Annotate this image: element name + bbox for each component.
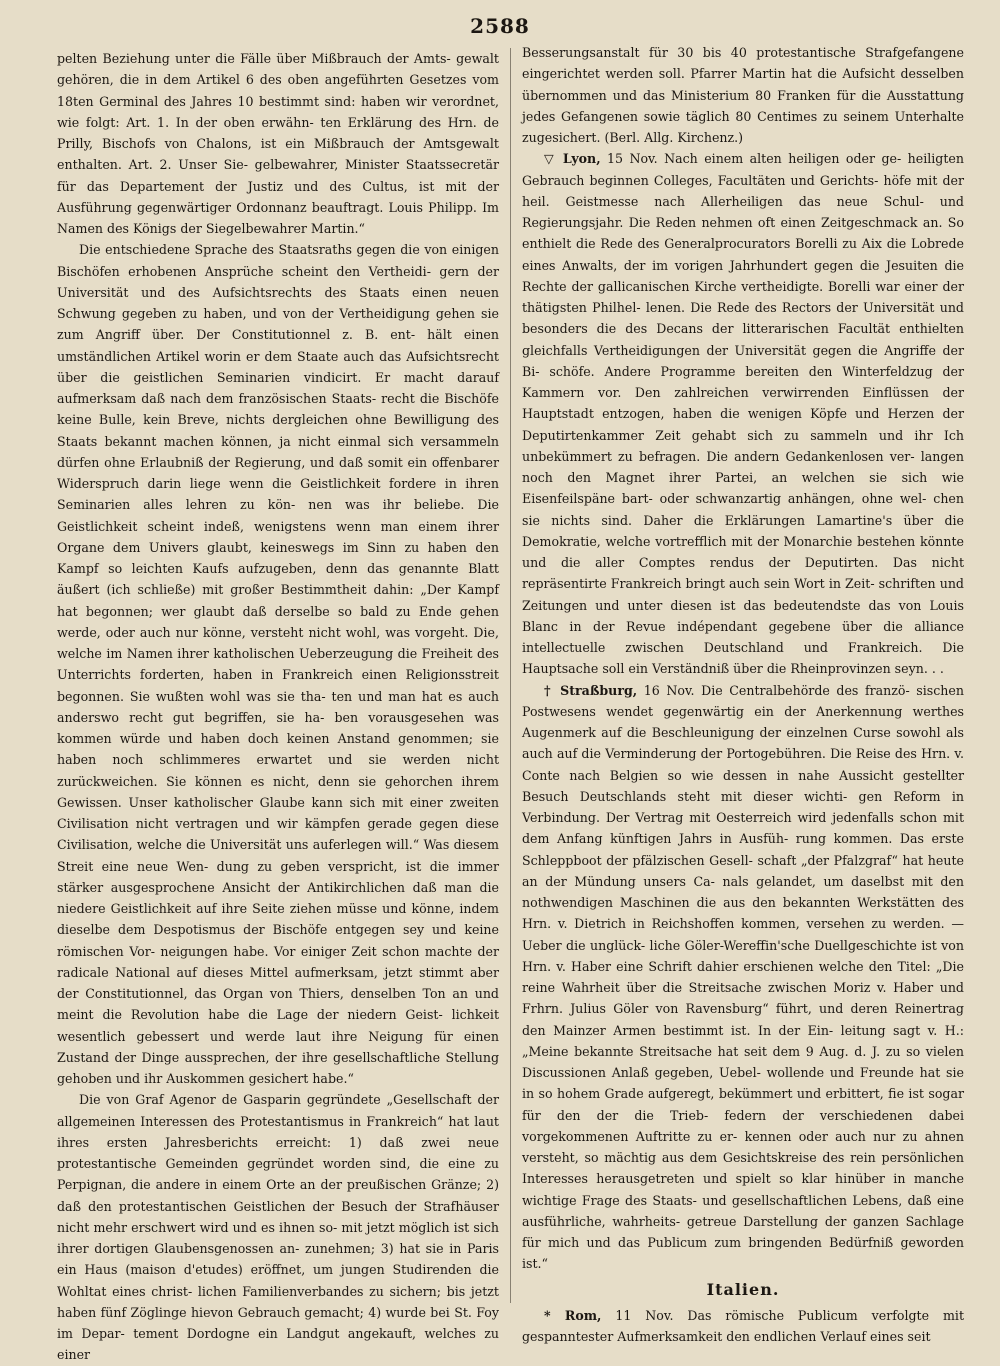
article-text: 15 Nov. Nach einem alten heiligen oder ge- heiligten Gebrauch beginnen Colleges, Facultäten und Gerichts- höfe mit der heil. Geistmesse nach Allerheiligen das neue Schul- und Regierungsjahr. Die Reden nehmen oft einen Zeitgeschmack an. So enthielt die Rede des Generalprocurators Borelli zu Aix die Lobrede eines Anwalts, der im vorigen Jahrhundert gegen die Jesuiten die Rechte der gallicanischen Kirche vertheidigte. Borelli war einer der thätigsten Philhel- lenen. Die Rede des Rectors der Universität und besonders die des Decans der litterarischen Facultät enthielten gleichfalls Vertheidigungen der Universität gegen die Angriffe der Bi- schöfe. Andere Programme bereiten den Winterfeldzug der Kammern vor. Den zahlreichen verwirrenden Einflüssen der Hauptstadt entzogen, haben die wenigen Köpfe und Herzen der Deputirtenkammer Zeit gehabt sich zu sammeln und ihr Ich unbekümmert zu befragen. Die andern Gedankenlosen ver- langen noch den Magnet ihrer Partei, an welchen sie sich wie Eisenfeilspäne bart- oder schwanzartig anhängen, ohne wel- chen sie nichts sind. Daher die Erklärungen Lamartine's über die Demokratie, welche vortrefflich mit der Monarchie bestehen könnte und die aller Comptes rendus der Deputirten. Das nicht repräsentirte Frankreich bringt auch sein Wort in Zeit- schriften und Zeitungen und unter diesen ist das bedeutendste das von Louis Blanc in der Revue indépendant gegebene über die alliance intellectuelle zwischen Deutschland und Frankreich. Die Hauptsache soll ein Verständniß über die Rheinprovinzen seyn. . .	[522, 151, 964, 677]
paragraph: Die entschiedene Sprache des Staatsraths gegen die von einigen Bischöfen erhobenen Ansprüche scheint den Vertheidi- gern der Universität und des Aufsichtsrechts des Staats einen neuen Schwung gegeben zu haben, und von der Vertheidigung gehen sie zum Angriff über. Der Constitutionnel z. B. ent- hält einen umständlichen Artikel worin er dem Staate auch das Aufsichtsrecht über die geistlichen Seminarien vindicirt. Er macht darauf aufmerksam daß nach dem französischen Staats- recht die Bischöfe keine Bulle, kein Breve, nichts dergleichen ohne Bewilligung des Staats bekannt machen können, ja nicht einmal sich versammeln dürfen ohne Erlaubniß der Regierung, und daß somit ein offenbarer Widerspruch darin liege wenn die Geistlichkeit fordere in ihren Seminarien alles lehren zu kön- nen was ihr beliebe. Die Geistlichkeit scheint indeß, wenigstens wenn man einem ihrer Organe dem Univers glaubt, keineswegs im Sinn zu haben den Kampf so leichten Kaufs aufzugeben, denn das genannte Blatt äußert (ich schließe) mit großer Bestimmtheit dahin: „Der Kampf hat begonnen; wer glaubt daß derselbe so bald zu Ende gehen werde, oder auch nur könne, versteht nicht wohl, was vorgeht. Die, welche im Namen ihrer katholischen Ueberzeugung die Freiheit des Unterrichts forderten, haben in Frankreich einen Religionsstreit begonnen. Sie wußten wohl was sie tha- ten und man hat es auch anderswo recht gut begriffen, sie ha- ben vorausgesehen was kommen würde und haben doch keinen Anstand genommen; sie haben noch schlimmeres erwartet und sie werden nicht zurückweichen. Sie können es nicht, denn sie gehorchen ihrem Gewissen. Unser katholischer Glaube kann sich mit einer zweiten Civilisation nicht vertragen und wir kämpfen gerade gegen diese Civilisation, welche die Universität uns auferlegen will.“ Was diesem Streit eine neue Wen- dung zu geben verspricht, ist die immer stärker ausgesprochene Ansicht der Antikirchlichen daß man die niedere Geistlichkeit auf ihre Seite ziehen müsse und könne, indem dieselbe dem Despotismus der Bischöfe entgegen sey und keine römischen Vor- neigungen habe. Vor einiger Zeit schon machte der radicale National auf dieses Mittel aufmerksam, jetzt stimmt aber der Constitutionnel, das Organ von Thiers, denselben Ton an und meint die Revolution habe die Lage der niedern Geist- lichkeit wesentlich gebessert und werde laut ihre Neigung für einen Zustand der Dinge aussprechen, der ihre gesellschaftliche Stellung gehoben und ihr Auskommen gesichert habe.“	[57, 242, 499, 1086]
dateline: † Straßburg,	[544, 682, 638, 698]
paragraph: pelten Beziehung unter die Fälle über Mißbrauch der Amts- gewalt gehören, die in dem Artikel 6 des oben angeführten Gesetzes vom 18ten Germinal des Jahres 10 bestimmt sind: haben wir verordnet, wie folgt: Art. 1. In der oben erwähn- ten Erklärung des Hrn. de Prilly, Bischofs von Chalons, ist ein Mißbrauch der Amtsgewalt enthalten. Art. 2. Unser Sie- gelbewahrer, Minister Staatssecretär für das Departement der Justiz und des Cultus, ist mit der Ausführung gegenwärtiger Ordonnanz beauftragt. Louis Philipp. Im Namen des Königs der Siegelbewahrer Martin.“	[57, 51, 499, 236]
news-article	[522, 680, 964, 1275]
column-divider	[510, 48, 511, 1303]
right-column	[522, 42, 964, 1347]
dateline: * Rom,	[544, 1307, 602, 1323]
section-heading: Italien.	[706, 1279, 780, 1299]
article-text: 11 Nov. Das römische Publicum verfolgte mit gespanntester Aufmerksamkeit den endlichen Verlauf eines seit	[522, 1307, 965, 1344]
paragraph: Die von Graf Agenor de Gasparin gegründete „Gesellschaft der allgemeinen Interessen des Protestantismus in Frankreich“ hat laut ihres ersten Jahresberichts erreicht: 1) daß zwei neue protestantische Gemeinden gegründet worden sind, die eine zu Perpignan, die andere in einem Orte an der preußischen Gränze; 2) daß den protestantischen Geistlichen der Besuch der Strafhäuser nicht mehr erschwert wird und es ihnen so- mit jetzt möglich ist sich ihrer dortigen Glaubensgenossen an- zunehmen; 3) hat sie in Paris ein Haus (maison d'etudes) eröffnet, um jungen Studirenden die Wohltat eines christ- lichen Familienverbandes zu sichern; bis jetzt haben fünf Zöglinge hievon Gebrauch gemacht; 4) wurde bei St. Foy im Depar- tement Dordogne ein Landgut angekauft, welches zu einer	[57, 1092, 499, 1363]
dateline: ▽ Lyon,	[544, 151, 601, 167]
article-text: 16 Nov. Die Centralbehörde des franzö- sischen Postwesens wendet gegenwärtig ein der Anerkennung werthes Augenmerk auf die Beschleunigung der einzelnen Curse sowohl als auch auf die Verminderung der Portogebühren. Die Reise des Hrn. v. Conte nach Belgien so wie dessen in nahe Aussicht gestellter Besuch Deutschlands steht mit dieser wichti- gen Reform in Verbindung. Der Vertrag mit Oesterreich wird jedenfalls schon mit dem Anfang künftigen Jahrs in Ausfüh- rung kommen. Das erste Schleppboot der pfälzischen Gesell- schaft „der Pfalzgraf“ hat heute an der Mündung unsers Ca- nals gelandet, um daselbst mit den nothwendigen Maschinen die aus den bekannten Werkstätten des Hrn. v. Dietrich in Reichshoffen kommen, versehen zu werden. — Ueber die unglück- liche Göler-Wereffin'sche Duellgeschichte ist von Hrn. v. Haber eine Schrift dahier erschienen welche den Titel: „Die reine Wahrheit über die Streitsache zwischen Moriz v. Haber und Frhrn. Julius Göler von Ravensburg“ führt, und deren Reinertrag den Mainzer Armen bestimmt ist. In der Ein- leitung sagt v. H.: „Meine bekannte Streitsache hat seit dem 9 Aug. d. J. zu so vielen Discussionen Anlaß gegeben, Uebel- wollende und Freunde hat sie in so hohem Grade aufgeregt, bekümmert und erbittert, fie ist sogar für den der die Trieb- federn der verschiedenen dabei vorgekommenen Auftritte zu er- kennen oder auch nur zu ahnen versteht, so mächtig aus dem Gesichtskreise des rein persönlichen Interesses herausgetreten und spielt so klar hinüber in manche wichtige Frage des Staats- und gesellschaftlichen Lebens, daß eine ausführliche, wahrheits- getreue Darstellung der ganzen Sachlage für mich und das Publicum zum bringenden Bedürfniß geworden ist.“	[522, 682, 964, 1272]
left-column	[57, 48, 499, 1366]
news-article	[522, 1305, 964, 1348]
page-number: 2588	[470, 14, 530, 38]
news-article	[522, 148, 964, 679]
paragraph: Besserungsanstalt für 30 bis 40 protestantische Strafgefangene eingerichtet werden soll. Pfarrer Martin hat die Aufsicht desselben übernommen und das Ministerium 80 Franken für die Ausstattung jedes Gefangenen sowie täglich 80 Centimes zu seinem Unterhalte zugesichert. (Berl. Allg. Kirchenz.)	[522, 45, 964, 145]
